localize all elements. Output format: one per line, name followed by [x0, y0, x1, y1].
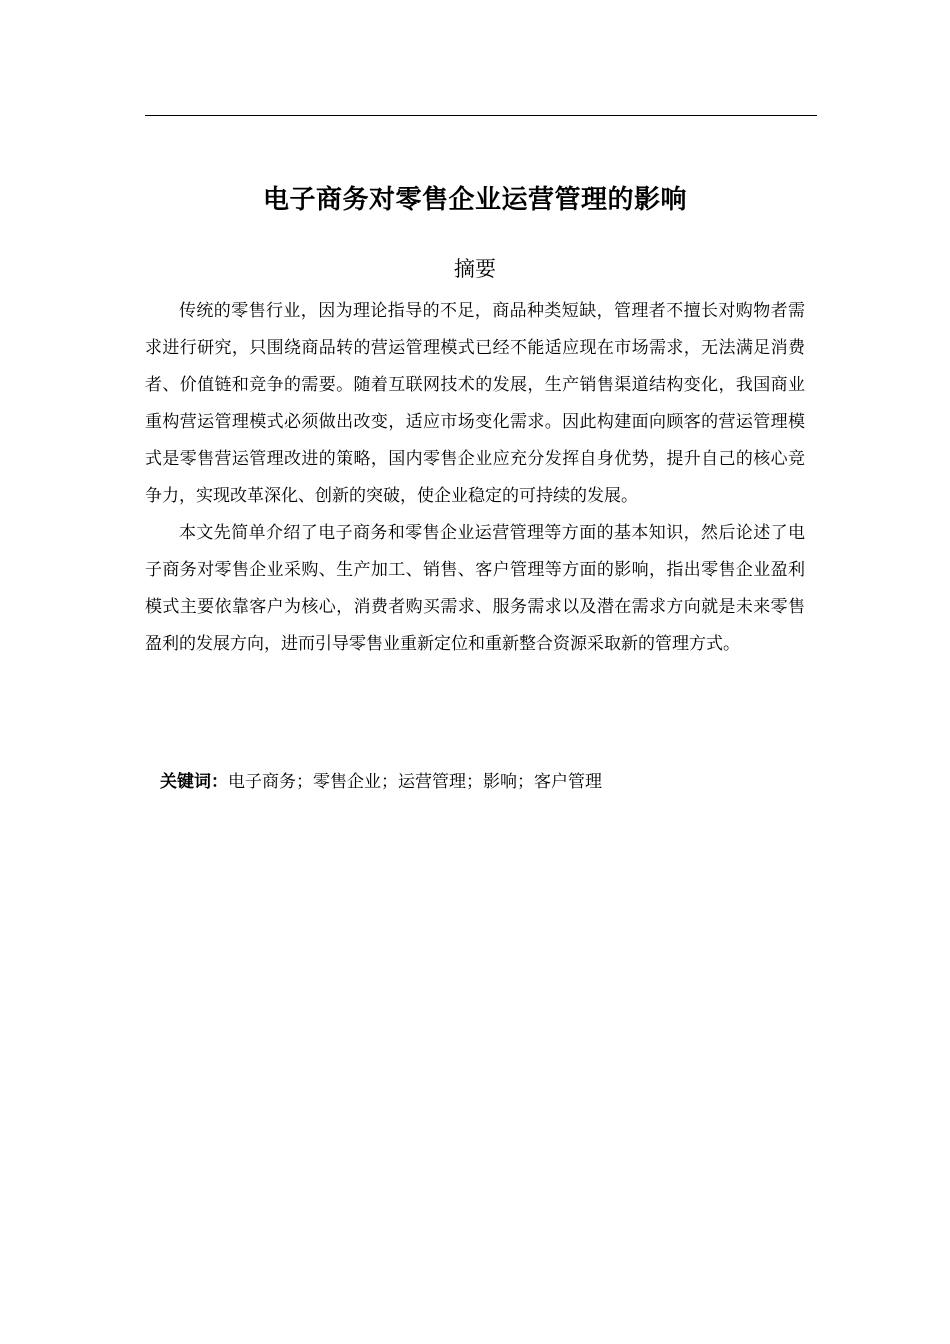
abstract-heading: 摘要 [454, 257, 496, 281]
keywords-value: 电子商务；零售企业；运营管理；影响；客户管理 [228, 772, 602, 792]
keywords-label: 关键词： [160, 772, 228, 792]
header-rule [145, 115, 817, 116]
abstract-paragraph: 传统的零售行业，因为理论指导的不足，商品种类短缺，管理者不擅长对购物者需求进行研究，只围绕商品转的营运管理模式已经不能适应现在市场需求，无法满足消费者、价值链和竞争的需要。随着互联网技术的发展，生产销售渠道结构变化，我国商业重构营运管理模式必须做出改变，适应市场变化需求。因此构建面向顾客的营运管理模式是零售营运管理改进的策略，国内零售企业应充分发挥自身优势，提升自己的核心竞争力，实现改革深化、创新的突破，使企业稳定的可持续的发展。 [145, 301, 805, 506]
keywords-line [160, 764, 810, 800]
abstract-body [145, 293, 805, 663]
document-title: 电子商务对零售企业运营管理的影响 [262, 185, 687, 215]
abstract-paragraph: 本文先简单介绍了电子商务和零售企业运营管理等方面的基本知识，然后论述了电子商务对零售企业采购、生产加工、销售、客户管理等方面的影响，指出零售企业盈利模式主要依靠客户为核心，消费者购买需求、服务需求以及潜在需求方向就是未来零售盈利的发展方向，进而引导零售业重新定位和重新整合资源采取新的管理方式。 [145, 523, 805, 654]
